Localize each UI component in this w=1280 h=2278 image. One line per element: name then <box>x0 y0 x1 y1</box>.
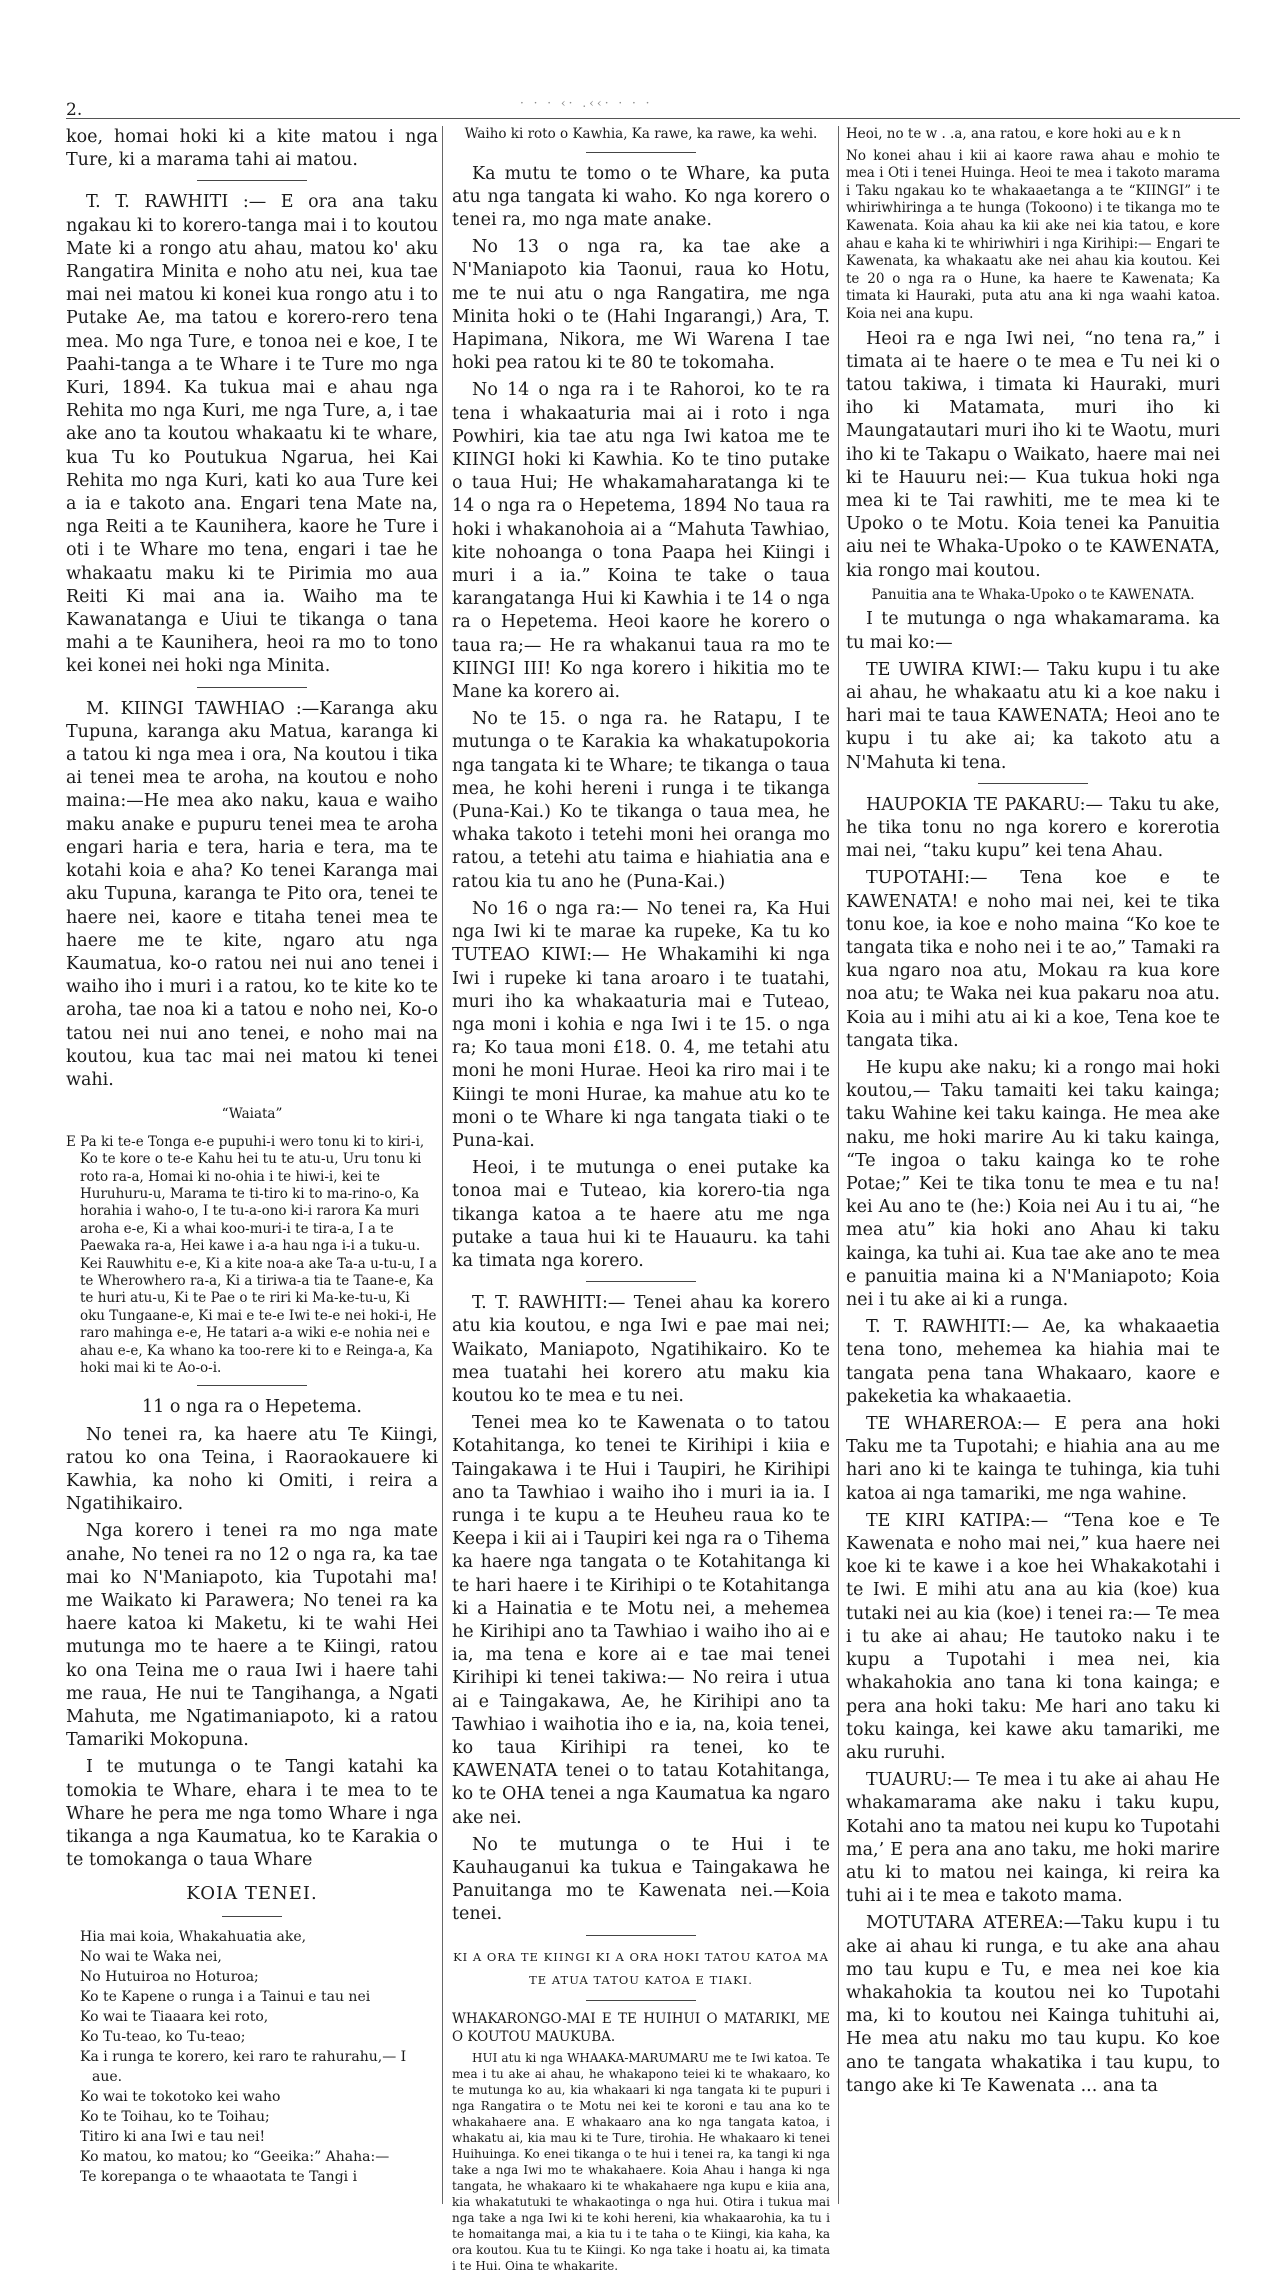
column-2 <box>452 126 830 2278</box>
column-divider-1 <box>442 126 443 2204</box>
proclamation-title: WHAKARONGO-MAI E TE HUIHUI O MATARIKI, ME O KOUTOU MAUKUBA. <box>452 2011 830 2045</box>
separator <box>197 180 307 181</box>
column-divider-2 <box>838 126 839 2204</box>
separator <box>586 152 696 153</box>
poem-line: Ka i runga te korero, kei raro te rahurahu,— I aue. <box>80 2048 407 2085</box>
waiata-verse: E Pa ki te-e Tonga e-e pupuhi-i wero tonu ki to kiri-i, Ko te kore o te-e Kahu hei tu te atu-u, Uru tonu ki roto ra-a, Homai ki no-ohia i te hiwi-i, kei te Huruhuru-u, Marama te ti-tiro ki to ma-rino-o, Ka horahia i waho-o, I te tu-a-ono ki-i rarora Ka muri aroha e-e, Ki a whai koo-muri-i te tira-a, I a te Paewaka ra-a, Hei kawe i a-a hau nga i-i a tuku-u. Kei Rauwhitu e-e, Ki a kite noa-a ake Ta-a u-tu-u, I a te Wherowhero ra-a, Ki a tiriwa-a tia te Taane-e, Ka te huri atu-u, Ki te Pae o te riri ki Ma-ke-tu-u, Ki oku Tungaane-e, Ki mai e te-e Iwi te-e nei hoki-i, He raro mahinga e-e, He tatari a-a wiki e-e nohia nei e ahau e-e, Ka whano ka too-rere ki to e Reinga-a, Ka hoki mai ki te Ao-o-i. <box>66 1133 437 1376</box>
poem-line: Te korepanga o te whaaotata te Tangi i <box>80 2168 358 2185</box>
col2-intro: Waiho ki roto o Kawhia, Ka rawe, ka rawe, ka wehi. <box>464 126 818 142</box>
col3-paragraph-haupokia: HAUPOKIA TE PAKARU:— Taku tu ake, he tika tonu no nga korero e korerotia mai nei, “taku kupu” kei tena Ahau. <box>846 794 1220 862</box>
koia-tenei-heading: KOIA TENEI. <box>186 1883 318 1905</box>
col2-paragraph-rawhiti: T. T. RAWHITI:— Tenei ahau ka korero atu kia koutou, e nga Iwi e pae mai nei; Waikato, Maniapoto, Ngatihikairo. Ko te mea tuatahi hei korero atu maku kia koutou ko te mea e tu nei. <box>452 1293 830 1406</box>
col3-paragraph-motutara: MOTUTARA ATEREA:—Taku kupu i tu ake ai ahau ki runga, e tu ake ana ahau mo tau kupu e Tu, e mea nei koe kia whakahokia ta koutou nei ko Tupotahi ma, ki to koutou nei Kainga tuhituhi ai, He mea atu naku mo tau kupu. Ko koe ano te tangata whakatika i tau kupu, to tango ake ki Te Kawenata ... ana ta <box>846 1913 1220 2096</box>
poem-line: Ko matou, ko matou; ko “Geeika:” Ahaha:— <box>80 2148 390 2165</box>
blessing-notice: KI A ORA TE KIINGI KI A ORA HOKI TATOU KATOA MA TE ATUA TATOU KATOA E TIAKI. <box>453 1949 829 1987</box>
col3-kawenata-note: No konei ahau i kii ai kaore rawa ahau e mohio te mea i Oti i tenei Huinga. Heoi te mea i takoto marama i Taku ngakau ko te whakaaetanga a te “KIINGI” i te whiriwhiringa a te hunga (Tokoono) i te tikanga mo te Kawenata. Koia ahau ka kii ake nei kia tatou, e kore ahau e kaha ki te whiriwhiri i nga Kirihipi:— Engari te Kawenata, ka whakaatu ake nei ahau kia koutou. Kei te 20 o nga ra o Hune, ka haere te Kawenata; Ka timata ki Hauraki, puta atu ana ki nga waahi katoa. Koia nei ana kupu. <box>846 147 1220 322</box>
poem-line: Ko wai te tokotoko kei waho <box>80 2088 281 2105</box>
poem-line: No Hutuiroa no Hoturoa; <box>80 1968 259 1985</box>
col1-paragraph: No tenei ra, ka haere atu Te Kiingi, ratou ko ona Teina, i Raoraokauere ki Kawhia, ka noho ki Omiti, i reira a Ngatihikairo. <box>66 1424 438 1515</box>
separator <box>222 1916 282 1917</box>
poem-line: Ko Tu-teao, ko Tu-teao; <box>80 2028 246 2045</box>
running-head: · · · ‹· .‹‹· · · · <box>520 96 653 110</box>
poem-line: Hia mai koia, Whakahuatia ake, <box>80 1928 307 1945</box>
col3-paragraph-rawhiti: T. T. RAWHITI:— Ae, ka whakaaetia tena tono, mehemea ka hiahia mai te tangata pena tana Whakaaro, kaore e pakeketia ka whakaaetia. <box>846 1317 1220 1407</box>
col3-panui-note: Panuitia ana te Whaka-Upoko o te KAWENATA. <box>871 586 1195 603</box>
dateline: 11 o nga ra o Hepetema. <box>141 1397 362 1418</box>
poem-line: Titiro ki ana Iwi e tau nei! <box>80 2128 266 2145</box>
poem-line: No wai te Waka nei, <box>80 1948 222 1965</box>
page-number: 2. <box>66 100 83 120</box>
col1-paragraph: koe, homai hoki ki a kite matou i nga Ture, ki a marama tahi ai matou. <box>66 127 438 171</box>
col1-paragraph: Nga korero i tenei ra mo nga mate anahe, No tenei ra no 12 o nga ra, ka tae mai ko N'Maniapoto, kia Tupotahi ma! me Waikato ki Parawera; No tenei ra ka haere katoa ki Maketu, ki te wahi Hei mutunga mo te haere a te Kiingi, ratou ko ona Teina me o raua Iwi i haere tahi me raua, He nui te Tangihanga, a Ngati Mahuta, me Ngatimaniapoto, ki a ratou Tamariki Mokopuna. <box>66 1521 438 1751</box>
col1-paragraph: I te mutunga o te Tangi katahi ka tomokia te Whare, ehara i te mea to te Whare he pera me nga tomo Whare i nga tikanga a nga Kaumatua, ko te Karakia o te tomokanga o taua Whare <box>66 1757 438 1871</box>
col1-paragraph-kiingi: M. KIINGI TAWHIAO :—Karanga aku Tupuna, karanga aku Matua, karanga ki a tatou ki nga mea i ora, Na koutou i tika ai tenei mea te aroha, na koutou e noho maina:—He mea ako naku, kaua e waiho maku anake e pupuru tenei mea te aroha engari haria e tera, haria e tera, ma te kotahi koia e aha? Ko tenei Karanga mai aku Tupuna, karanga te Pito ora, tenei te haere nei, kaore e titaha tenei mea te haere me te kite, ngaro atu nga Kaumatua, ko-o ratou nei nui ano tenei i waiho iho i muri i a ratou, ko te kite ko te aroha, tae noa ki a tatou e noho nei, Ko-o tatou nei nui ano tenei, e noho mai na koutou, kua tac mai nei matou ki tenei wahi. <box>66 698 438 1090</box>
col2-paragraph: No te mutunga o te Hui i te Kauhauganui ka tukua e Taingakawa he Panuitanga mo te Kawenata nei.—Koia tenei. <box>452 1834 830 1925</box>
col3-paragraph: Heoi ra e nga Iwi nei, “no tena ra,” i timata ai te haere o te mea e Tu nei ki o tatou takiwa, i timata ki Hauraki, muri iho ki Matamata, muri iho ki Maungatautari muri iho ki te Waotu, muri iho ki te Takapu o Waikato, haere mai nei ki te Hauuru nei:— Kua tukua hoki nga mea ki te Tai rawhiti, me te mea ki te Upoko o te Motu. Koia tenei ka Panuitia aiu nei te Whaka-Upoko o te KAWENATA, kia rongo mai koutou. <box>846 328 1220 581</box>
col3-paragraph-tupotahi: TUPOTAHI:— Tena koe e te KAWENATA! e noho mai nei, kei te tika tonu koe, ia koe e noho maina “Ko koe te tangata tika e noho nei i te ao,” Tamaki ra kua ngaro noa atu, Mokau ra kua kore noa atu; te Waka nei kua pakaru noa atu. Koia au i mihi atu ai ki a koe, Tena koe te tangata tika. <box>846 868 1221 1051</box>
separator <box>978 783 1088 784</box>
poem-line: Ko wai te Tiaaara kei roto, <box>80 2008 269 2025</box>
col1-paragraph-rawhiti: T. T. RAWHITI :— E ora ana taku ngakau ki to korero-tanga mai i to koutou Mate ki a rongo atu ahau, matou ko' aku Rangatira Minita e noho atu nei, kua tae mai nei matou ki konei kua rongo atu i to Putake Ae, ma tatou e korero-rero tena mea. Mo nga Ture, e tonoa nei e koe, I te Paahi-tanga a te Whare i te Ture mo nga Kuri, 1894. Ka tukua mai e ahau nga Rehita mo nga Kuri, me nga Ture, a, i tae ake ano ta koutou whakaatu ki te whare, kua Tu ko Poutukua Ngarua, hei Kai Rehita mo nga Kuri, kati ko aua Ture kei a ia e takoto ana. Engari tena Mate na, nga Reiti a te Kaunihera, kaore he Ture i oti i te Whare mo tena, engari i tae he whakaatu maku ki te Pirimia mo aua Reiti Ki mai ana ia. Waiho ma te Kawanatanga e Uiui te tikanga o tana mahi a te Kaunihera, heoi ra mo to tono kei konei nei hoki nga Minita. <box>66 192 438 677</box>
separator <box>197 1385 307 1386</box>
column-1 <box>66 126 438 2187</box>
proclamation-text: HUI atu ki nga WHAAKA-MARUMARU me te Iwi katoa. Te mea i tu ake ai ahau, he whakapono teiei ki te whakaaro, ko te mutunga ko au, kia whakaari ki nga tangata ki te pupuri i nga Rangatira o te Motu nei kei te koroni e tau ana ko te whakahaere ana. E whakaaro ana ko nga tangata katoa, i whakatu ai, kia mau ki te Ture, tirohia. He whakaaro ki tenei Huihuinga. Ko enei tikanga o te hui i tenei ra, ka tangi ki nga take a nga Iwi mo te whakahaere. Koia Ahau i hanga ki nga tangata, he whakaaro ki te whakahaere nga kupu e kiia ana, kia whakatutuki te whakaotinga o nga hui. Otira i tukua mai nga take a nga Iwi ki te kohi hereni, kia whakaarohia, ka tu i te homaitanga mai, a kia tu i te taha o te Kiingi, kia kaha, ka ora koutou. Kua tu te Kiingi. Ko nga take i hoatu ai, ka timata i te Hui. Oina te whakarite. <box>452 2051 830 2274</box>
col3-top-text: Heoi, no te w . .a, ana ratou, e kore hoki au e k n <box>846 126 1181 142</box>
separator <box>586 2000 696 2001</box>
col3-paragraph: He kupu ake naku; ki a rongo mai hoki koutou,— Taku tamaiti kei taku kainga; taku Wahine kei taku kainga. He mea ake naku, me hoki marire Au ki taku kainga, “Te ingoa o taku kainga ko te rohe Potae;” Kei te tika tonu te mea e tu na! kei Au ano te (he:) Koia nei Au i tu ai, “he mea atu” kia hoki ano Ahau ki taku kainga, ka tuhi ai. Kua tae ake ano te mea e panuitia maina ki a N'Maniapoto; Koia nei i tu ake ai ki a runga. <box>846 1058 1220 1311</box>
column-3 <box>846 126 1220 2102</box>
karakia-poem <box>80 1927 438 2187</box>
separator <box>586 1935 696 1936</box>
col2-paragraph: No 16 o nga ra:— No tenei ra, Ka Hui nga Iwi ki te marae ka rupeke, Ka tu ko TUTEAO KIWI:— He Whakamihi ki nga Iwi i rupeke ki tana aroaro i te tuatahi, muri iho ka whakaaturia mai e Tuteao, nga moni i kohia e nga Iwi i te 15. o nga ra; Ko taua moni £18. 0. 4, me tetahi atu moni he moni Hurae. Heoi ka riro mai i te Kiingi te moni Hurae, ka mahue atu ko te moni o te Whare ki nga tangata tiaki o te Puna-kai. <box>452 898 830 1151</box>
col2-paragraph: Heoi, i te mutunga o enei putake ka tonoa mai e Tuteao, kia korero-tia nga tikanga katoa a te haere atu me nga putake a taua hui ki te Hauauru. ka tahi ka timata nga korero. <box>452 1158 830 1271</box>
separator <box>197 687 307 688</box>
header-rule <box>66 118 1240 119</box>
col2-paragraph: No 14 o nga ra i te Rahoroi, ko te ra tena i whakaaturia mai ai i roto i nga Powhiri, kia tae atu nga Iwi katoa me te KIINGI hoki ki Kawhia. Ko te tino putake o taua Hui; He whakamaharatanga ki te 14 o nga ra o Hepetema, 1894 No taua ra hoki i whakanohoia ai a “Mahuta Tawhiao, kite nohoanga o tona Paapa hei Kiingi i muri i a ia.” Koina te take o taua karangatanga Hui ki Kawhia i te 14 o nga ra o Hepetema. Heoi kaore he korero o taua ra;— He ra whakanui taua ra mo te KIINGI III! Ko nga korero i hikitia mo te Mane ka korero ai. <box>452 380 830 703</box>
separator <box>586 1281 696 1282</box>
poem-line: Ko te Kapene o runga i a Tainui e tau nei <box>80 1988 371 2005</box>
col2-paragraph: Tenei mea ko te Kawenata o to tatou Kotahitanga, ko tenei te Kirihipi i kiia e Taingakawa i te Hui i Taupiri, he Kirihipi ano ta Tawhiao i waiho iho i muri ia ia. I runga i te kupu a te Heuheu raua ko te Keepa i kii ai i Taupiri kei nga ra o Tihema ka haere nga tangata o te Kotahitanga ki te hari haere i te Kirihipi o te Kotahitanga ki a Hainatia e te Motu nei, a mehemea he Kirihipi ano ta Tawhiao i waiho iho ai e ia, ma tena e kore ai e tae mai tenei Kirihipi ki tenei takiwa:— No reira i utua ai e Taingakawa, Ae, he Kirihipi ano ta Tawhiao i waihotia iho e ia, na, koia tenei, ko taua Kirihipi ra tenei, ko te KAWENATA tenei o to tatau Kotahitanga, ko te OHA tenei a nga Kaumatua ka ngaro ake nei. <box>452 1413 830 1828</box>
col3-paragraph: I te mutunga o nga whakamarama. ka tu mai ko:— <box>846 609 1220 653</box>
col3-paragraph-uwira: TE UWIRA KIWI:— Taku kupu i tu ake ai ahau, he whakaatu atu ki a koe naku i hari mai te taua KAWENATA; Heoi ano te kupu i tu ake ai; ka takoto atu a N'Mahuta ki tena. <box>846 659 1220 773</box>
col2-paragraph: No 13 o nga ra, ka tae ake a N'Maniapoto kia Taonui, raua ko Hotu, me te nui atu o nga Rangatira, me nga Minita hoki o te (Hahi Ingarangi,) Ara, T. Hapimana, Nikora, me Wi Warena I tae hoki pea ratou ki te 80 te tokomaha. <box>452 237 830 374</box>
poem-line: Ko te Toihau, ko te Toihau; <box>80 2108 270 2125</box>
col2-paragraph: Ka mutu te tomo o te Whare, ka puta atu nga tangata ki waho. Ko nga korero o tenei ra, mo nga mate anake. <box>452 163 830 230</box>
col3-paragraph-katipa: TE KIRI KATIPA:— “Tena koe e Te Kawenata e noho mai nei,” kua haere nei koe ki te kawe i a koe hei Whakakotahi i te Iwi. E mihi atu ana au kia (koe) kua tutaki nei au kia (koe) i tenei ra:— Te mea i tu ake ai ahau; He tautoko naku i te kupu a Tupotahi i mea nei, kia whakahokia ano tana ki tona kainga; e pera ana hoki taku: Me hari ano taku ki toku kainga, kei kawe aku tamariki, me aku ruruhi. <box>846 1510 1220 1763</box>
waiata-title: “Waiata” <box>221 1106 283 1123</box>
col3-paragraph-wharekoa: TE WHAREROA:— E pera ana hoki Taku me ta Tupotahi; e hiahia ana au me hari ano ki te kainga te tuhinga, kia tuhi katoa ai nga tamariki, me nga wahine. <box>846 1414 1220 1504</box>
col3-paragraph-tuauru: TUAURU:— Te mea i tu ake ai ahau He whakamarama ake naku i taku kupu, Kotahi ano ta matou nei kupu ko Tupotahi ma,’ E pera ana ano taku, me hoki marire atu ki to matou nei kainga, ki reira ka tuhi ai i te mea e takoto mama. <box>846 1770 1220 1907</box>
col2-paragraph: No te 15. o nga ra. he Ratapu, I te mutunga o te Karakia ka whakatupokoria nga tangata ki te Whare; te tikanga o taua mea, he kohi hereni i runga i te tikanga (Puna-Kai.) Ko te tikanga o taua mea, he whaka takoto i tetehi moni hei oranga mo ratou, a tetehi atu taima e hiahiatia ana e ratou kia tu ano he (Puna-Kai.) <box>452 709 830 892</box>
